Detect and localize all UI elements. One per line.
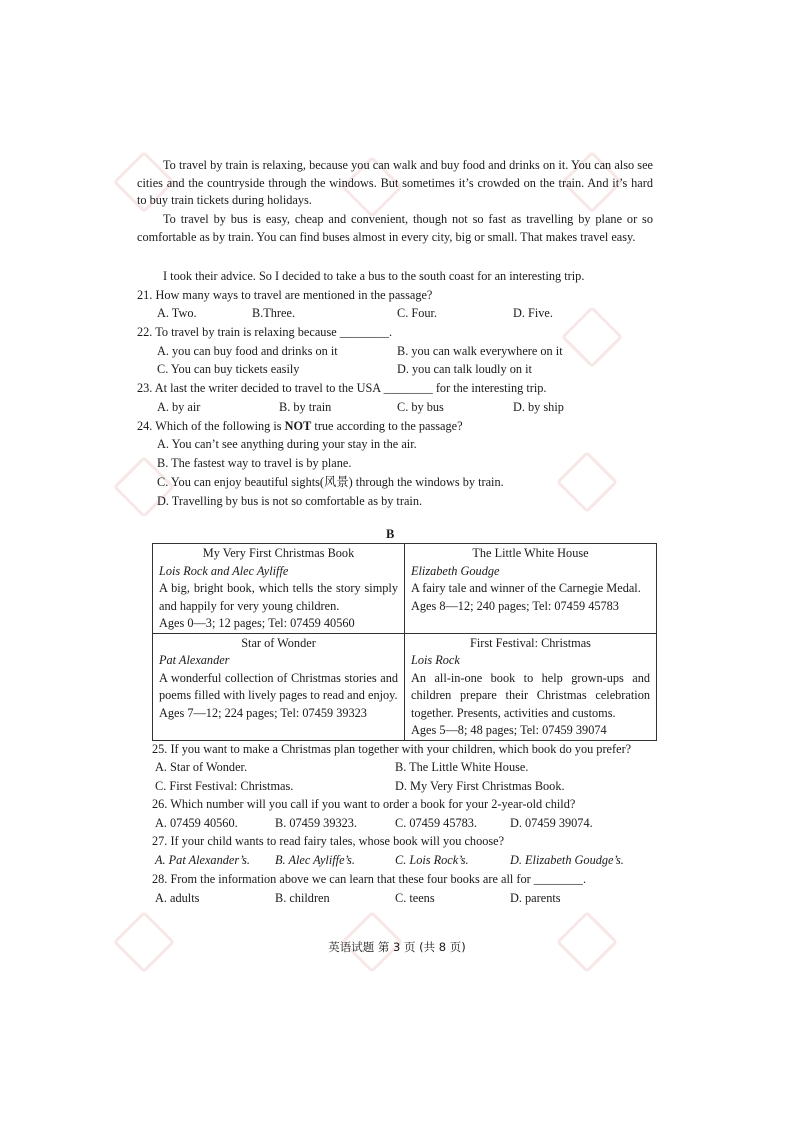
question-21-options (157, 305, 657, 322)
book-cell (153, 544, 405, 634)
question-24-option-b (157, 455, 657, 472)
option-a: A. by air (157, 400, 201, 414)
book-title: My Very First Christmas Book (202, 546, 355, 560)
option-c: C. Lois Rock’s. (395, 853, 469, 867)
question-24-prefix: 24. Which of the following is (137, 419, 285, 433)
book-info: Ages 5—8; 48 pages; Tel: 07459 39074 (411, 723, 607, 737)
question-23-options (157, 399, 657, 416)
question-22: 22. To travel by train is relaxing because ________. (137, 325, 393, 339)
question-24 (137, 418, 657, 435)
book-description: A big, bright book, which tells the story simply and happily for very young children. (159, 581, 398, 613)
question-27-options (155, 852, 655, 869)
book-cell (405, 633, 657, 740)
question-28-options (155, 890, 655, 907)
option-b: B. 07459 39323. (275, 816, 357, 830)
question-28: 28. From the information above we can learn that these four books are all for ________. (152, 872, 587, 886)
option-a: A. Two. (157, 306, 197, 320)
passage-paragraph-bus: To travel by bus is easy, cheap and convenient, though not so fast as travelling by plane or so comfortable as by train. You can find buses almost in every city, big or small. That makes travel easy. (137, 212, 653, 244)
option-d: D. parents (510, 891, 561, 905)
book-author: Elizabeth Goudge (411, 563, 500, 578)
book-info: Ages 8—12; 240 pages; Tel: 07459 45783 (411, 598, 619, 613)
option-c: C. First Festival: Christmas. (155, 779, 294, 793)
option-b: B. children (275, 891, 330, 905)
option-a: A. 07459 40560. (155, 816, 238, 830)
question-26-options (155, 815, 655, 832)
question-24-option-d (157, 493, 657, 510)
question-24-option-c (157, 474, 657, 491)
question-25-options-row2 (155, 778, 655, 795)
option-d: D. My Very First Christmas Book. (395, 779, 565, 793)
question-23: 23. At last the writer decided to travel to the USA ________ for the interesting trip. (137, 381, 547, 395)
option-d: D. by ship (513, 400, 564, 414)
book-description: A wonderful collection of Christmas stories and poems filled with lively pages to read and enjoy. (159, 670, 398, 702)
question-22-options-row1 (157, 343, 657, 360)
book-table (152, 543, 657, 741)
option-c: C. You can enjoy beautiful sights(风景) through the windows by train. (157, 475, 504, 489)
book-info: Ages 0—3; 12 pages; Tel: 07459 40560 (159, 616, 355, 630)
passage-paragraph-train: To travel by train is relaxing, because you can walk and buy food and drinks on it. You can also see cities and the countryside through the windows. But sometimes it’s crowded on the train. And it’s hard to buy train tickets during holidays. (137, 158, 653, 207)
option-a: A. Star of Wonder. (155, 760, 248, 774)
book-author: Pat Alexander (159, 653, 230, 667)
book-description: An all-in-one book to help grown-ups and children prepare their Christmas celebration together. Presents, activities and customs. (411, 670, 650, 720)
question-25-options-row1 (155, 759, 655, 776)
question-25: 25. If you want to make a Christmas plan together with your children, which book do you prefer? (152, 742, 632, 756)
option-c: C. Four. (397, 306, 437, 320)
option-c: C. by bus (397, 400, 444, 414)
option-b: B. The fastest way to travel is by plane. (157, 456, 352, 470)
option-b: B. you can walk everywhere on it (397, 344, 563, 358)
option-b: B. Alec Ayliffe’s. (275, 853, 355, 867)
book-info: Ages 7—12; 224 pages; Tel: 07459 39323 (159, 705, 367, 720)
option-d: D. Elizabeth Goudge’s. (510, 853, 624, 867)
book-author: Lois Rock (411, 653, 460, 667)
book-title: Star of Wonder (241, 635, 316, 650)
book-title: First Festival: Christmas (470, 635, 591, 650)
question-24-option-a (157, 436, 657, 453)
option-d: D. Travelling by bus is not so comfortable as by train. (157, 494, 423, 508)
option-b: B. by train (279, 400, 332, 414)
option-d: D. Five. (513, 306, 553, 320)
question-26: 26. Which number will you call if you want to order a book for your 2-year-old child? (152, 797, 576, 811)
question-24-suffix: true according to the passage? (311, 419, 463, 433)
option-c: C. 07459 45783. (395, 816, 477, 830)
page-footer: 英语试题 第 3 页 (共 8 页) (328, 940, 466, 954)
option-a: A. Pat Alexander’s. (155, 853, 250, 867)
option-a: A. You can’t see anything during your stay in the air. (157, 437, 417, 451)
book-cell (153, 633, 405, 740)
option-c: C. You can buy tickets easily (157, 362, 300, 376)
option-a: A. adults (155, 891, 200, 905)
book-description: A fairy tale and winner of the Carnegie Medal. (411, 581, 641, 595)
book-cell (405, 544, 657, 634)
option-b: B. The Little White House. (395, 760, 529, 774)
option-c: C. teens (395, 891, 435, 905)
question-22-options-row2 (157, 361, 657, 378)
question-21: 21. How many ways to travel are mentioned in the passage? (137, 288, 433, 302)
question-27: 27. If your child wants to read fairy tales, whose book will you choose? (152, 834, 505, 848)
option-d: D. you can talk loudly on it (397, 362, 532, 376)
option-a: A. you can buy food and drinks on it (157, 344, 338, 358)
book-author: Lois Rock and Alec Ayliffe (159, 563, 289, 578)
section-b-label: B (386, 527, 395, 541)
option-b: B.Three. (252, 306, 296, 320)
book-title: The Little White House (472, 546, 589, 560)
option-d: D. 07459 39074. (510, 816, 593, 830)
question-24-emphasis: NOT (284, 419, 312, 433)
passage-paragraph-decision: I took their advice. So I decided to take a bus to the south coast for an interesting trip. (163, 269, 585, 283)
